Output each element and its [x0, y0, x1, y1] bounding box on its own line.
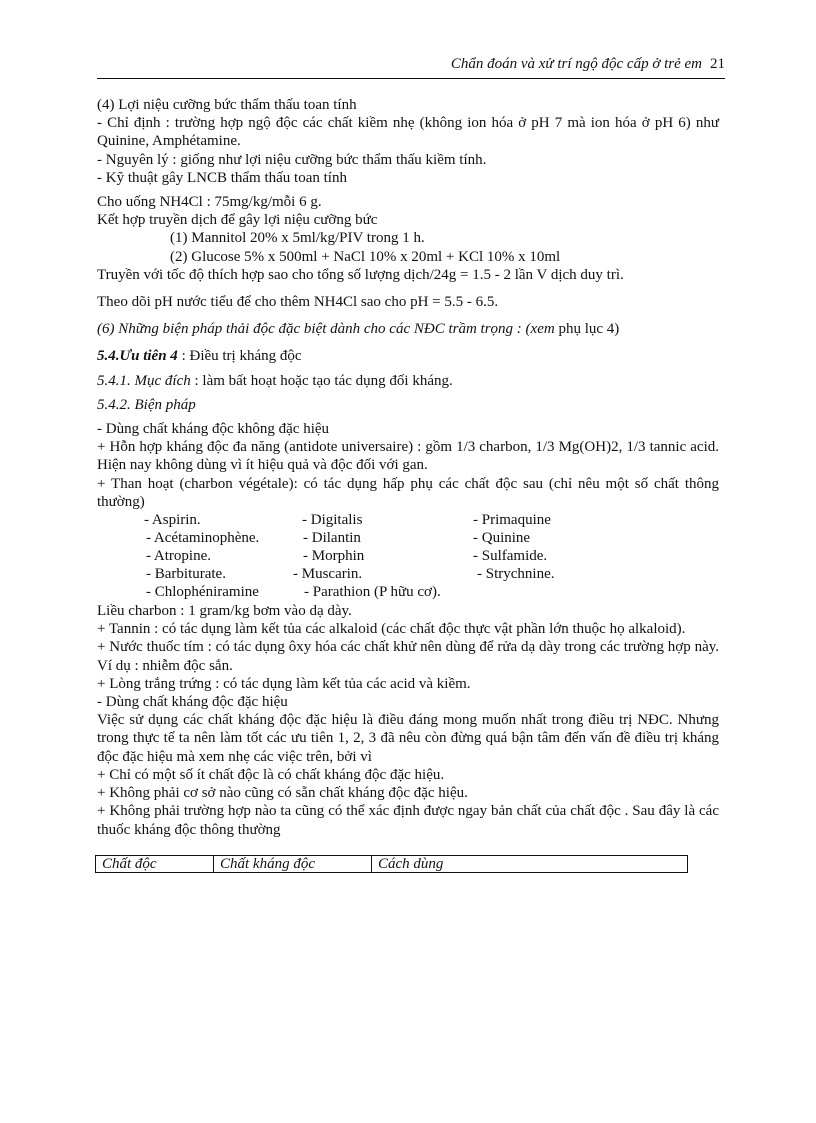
activated-charcoal-text: + Than hoạt (charbon végétale): có tác dụng hấp phụ các chất độc sau (chỉ nêu một số chất thông thường): [97, 475, 719, 510]
infusion-rate-text: Truyền với tốc độ thích hợp sao cho tổng số lượng dịch/24g = 1.5 - 2 lần V dịch duy trì.: [97, 266, 624, 283]
antidote-table: [95, 855, 688, 873]
priority-4-title: : Điều trị kháng độc: [177, 348, 302, 365]
section-6-text: (6) Những biện pháp thải độc đặc biệt dành cho các NĐC trầm trọng : (xem: [97, 321, 555, 338]
toxin-item: - Sulfamide.: [473, 548, 548, 565]
toxin-item: - Dilantin: [303, 530, 361, 547]
permanganate-text: + Nước thuốc tím : có tác dụng ôxy hóa các chất khử nên dùng để rửa dạ dày trong các trường hợp này. Ví dụ : nhiễm độc sắn.: [97, 639, 719, 674]
adsorbed-toxin-list: [97, 511, 719, 602]
oral-dose-text: Cho uống NH4Cl : 75mg/kg/mỗi 6 g.: [97, 194, 322, 211]
toxin-item: - Muscarin.: [293, 566, 363, 583]
header-rule: [97, 78, 725, 79]
priority-4-heading: [97, 347, 719, 365]
running-header: [97, 56, 725, 78]
toxin-item: - Chlophéniramine: [146, 584, 259, 601]
toxin-item: - Quinine: [473, 530, 531, 547]
toxin-item: - Primaquine: [473, 512, 551, 529]
toxin-item: - Parathion (P hữu cơ).: [304, 584, 441, 601]
toxin-item: - Barbiturate.: [146, 566, 226, 583]
infusion-step-2: (2) Glucose 5% x 500ml + NaCl 10% x 20ml + KCl 10% x 10ml: [170, 248, 561, 265]
indication-text: - Chỉ định : trường hợp ngộ độc các chất kiềm nhẹ (không ion hóa ở pH 7 mà ion hóa ở pH 6) như Quinine, Amphétamine.: [97, 115, 719, 150]
page-number: 21: [710, 56, 725, 72]
ph-monitoring-text: Theo dõi pH nước tiểu để cho thêm NH4Cl sao cho pH = 5.5 - 6.5.: [97, 294, 499, 311]
toxin-item: - Atropine.: [146, 548, 211, 565]
toxin-item: - Morphin: [303, 548, 365, 565]
reason-1: + Chỉ có một số ít chất độc là có chất kháng độc đặc hiệu.: [97, 766, 445, 783]
section-4-heading: (4) Lợi niệu cưỡng bức thẩm thấu toan tính: [97, 97, 357, 113]
page-body: [97, 96, 719, 839]
specific-heading: - Dùng chất kháng độc đặc hiệu: [97, 694, 288, 711]
reason-2: + Không phải cơ sở nào cũng có sẵn chất kháng độc đặc hiệu.: [97, 785, 468, 802]
toxin-item: - Strychnine.: [477, 566, 555, 583]
toxin-item: - Digitalis: [302, 512, 363, 529]
principle-text: - Nguyên lý : giống như lợi niệu cưỡng bức thẩm thấu kiềm tính.: [97, 151, 487, 168]
section-6-note: [97, 320, 719, 338]
header-title: Chẩn đoán và xử trí ngộ độc cấp ở trẻ em: [450, 56, 702, 72]
technique-text: - Kỹ thuật gây LNCB thẩm thấu toan tính: [97, 169, 347, 186]
universal-antidote-text: + Hỗn hợp kháng độc đa năng (antidote universaire) : gồm 1/3 charbon, 1/3 Mg(OH)2, 1/3 tannic acid. Hiện nay không dùng vì ít hiệu quả và độc đối với gan.: [97, 439, 719, 474]
nonspecific-heading: - Dùng chất kháng độc không đặc hiệu: [97, 421, 330, 438]
priority-4-label: 5.4.Ưu tiên 4: [97, 348, 178, 365]
toxin-item: - Acétaminophène.: [146, 530, 260, 547]
section-6-tail: phụ lục 4): [558, 321, 620, 338]
charcoal-dose-text: Liều charbon : 1 gram/kg bơm vào dạ dày.: [97, 603, 352, 620]
purpose-label: 5.4.1. Mục đích: [97, 372, 191, 389]
purpose-text: : làm bất hoạt hoặc tạo tác dụng đối kháng.: [190, 372, 453, 389]
egg-white-text: + Lòng trắng trứng : có tác dụng làm kết tủa các acid và kiềm.: [97, 675, 471, 692]
toxin-item: - Aspirin.: [144, 512, 201, 529]
col-header-usage: Cách dùng: [372, 856, 688, 873]
measures-heading: 5.4.2. Biện pháp: [97, 396, 196, 413]
purpose-line: [97, 372, 719, 390]
reason-3: + Không phải trường hợp nào ta cũng có thể xác định được ngay bản chất của chất độc . Sau đây là các thuốc kháng độc thông thường: [97, 803, 719, 838]
tannin-text: + Tannin : có tác dụng làm kết tủa các alkaloid (các chất độc thực vật phần lớn thuộc họ alkaloid).: [97, 621, 686, 638]
table-header-row: [96, 856, 688, 873]
col-header-toxin: Chất độc: [96, 856, 214, 873]
infusion-intro: Kết hợp truyền dịch để gây lợi niệu cưỡng bức: [97, 212, 378, 229]
infusion-step-1: (1) Mannitol 20% x 5ml/kg/PIV trong 1 h.: [170, 230, 425, 247]
specific-paragraph: Việc sử dụng các chất kháng độc đặc hiệu là điều đáng mong muốn nhất trong điều trị NĐC. Nhưng trong thực tế ta nên làm tốt các ưu tiên 1, 2, 3 đã nêu còn đừng quá bận tâm đến vấn đề điều trị kháng độc đặc hiệu mà xem nhẹ các việc trên, bởi vì: [97, 712, 719, 765]
col-header-antidote: Chất kháng độc: [214, 856, 372, 873]
